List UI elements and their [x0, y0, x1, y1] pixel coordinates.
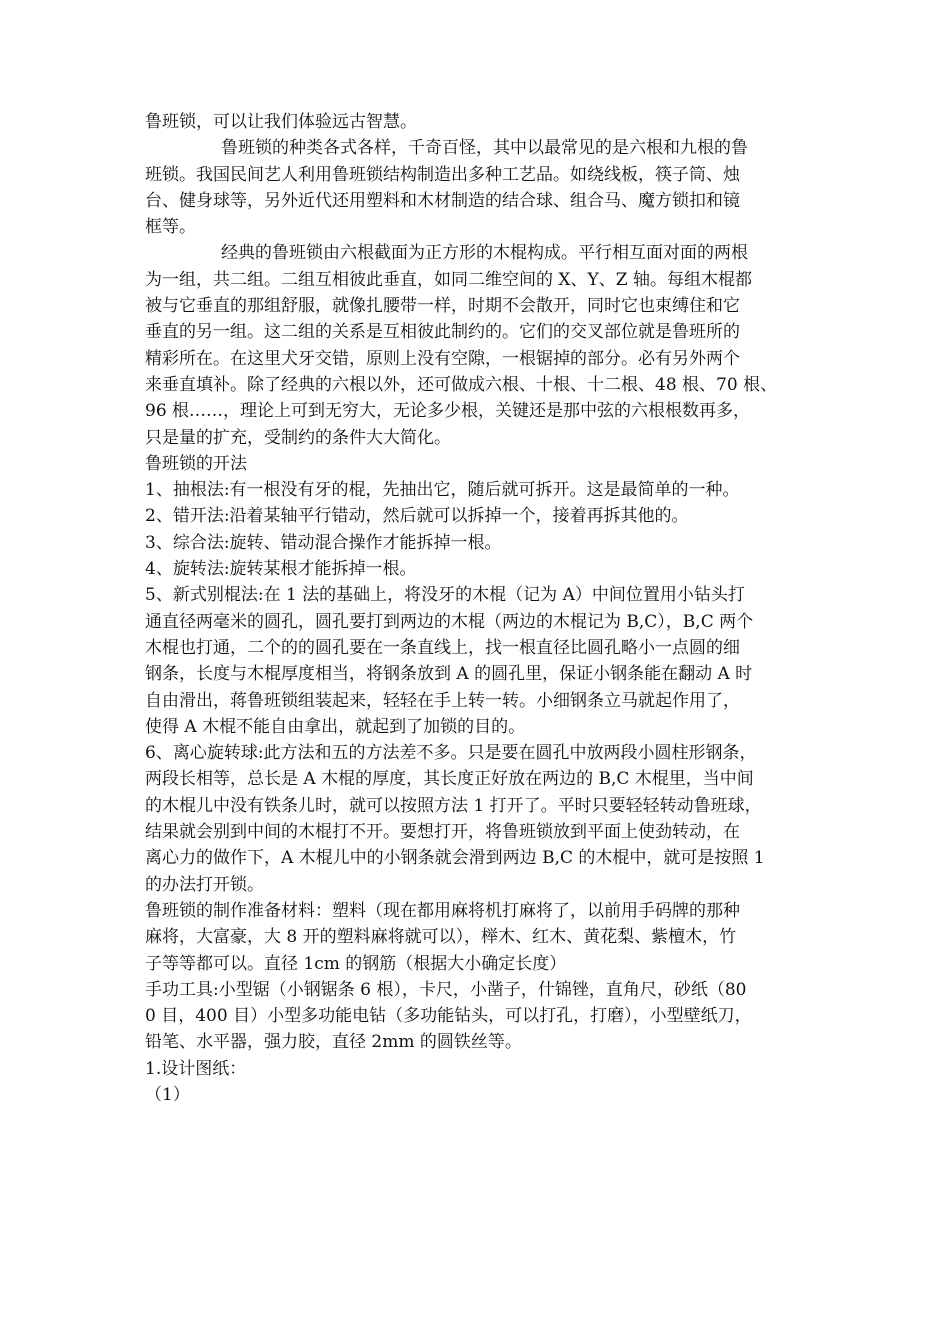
text-line: 1.设计图纸： — [145, 1058, 247, 1079]
text-line: 手功工具:小型锯（小钢锯条 6 根），卡尺，小凿子，什锦锉，直角尺，砂纸（80 — [145, 979, 747, 1000]
text-line: 鲁班锁的开法 — [145, 453, 247, 474]
document-page — [145, 109, 825, 1108]
text-line: 来垂直填补。除了经典的六根以外，还可做成六根、十根、十二根、48 根、70 根、 — [145, 374, 778, 395]
text-line: 6、离心旋转球:此方法和五的方法差不多。只是要在圆孔中放两段小圆柱形钢条， — [145, 743, 757, 764]
text-line: 为一组，共二组。二组互相彼此垂直，如同二维空间的 X、Y、Z 轴。每组木棍都 — [145, 269, 752, 290]
text-line: 自由滑出，蒋鲁班锁组装起来，轻轻在手上转一转。小细钢条立马就起作用了， — [145, 690, 740, 711]
text-line: 精彩所在。在这里犬牙交错，原则上没有空隙，一根锯掉的部分。必有另外两个 — [145, 348, 740, 369]
text-line: 0 目，400 目）小型多功能电钻（多功能钻头，可以打孔，打磨），小型壁纸刀， — [145, 1006, 752, 1027]
text-line: 麻将，大富豪，大 8 开的塑料麻将就可以），榉木、红木、黄花梨、紫檀木，竹 — [145, 927, 737, 948]
text-line: 班锁。我国民间艺人利用鲁班锁结构制造出多种工艺品。如绕线板，筷子筒、烛 — [145, 164, 740, 185]
text-line: 垂直的另一组。这二组的关系是互相彼此制约的。它们的交叉部位就是鲁班所的 — [145, 322, 740, 343]
text-line: 离心力的做作下，A 木棍儿中的小钢条就会滑到两边 B,C 的木棍中，就可是按照 1 — [145, 848, 765, 869]
text-line: 4、旋转法:旋转某根才能拆掉一根。 — [145, 559, 417, 580]
text-line: 只是量的扩充，受制约的条件大大简化。 — [145, 427, 451, 448]
text-line: 的办法打开锁。 — [145, 874, 264, 895]
text-line: 通直径两毫米的圆孔，圆孔要打到两边的木棍（两边的木棍记为 B,C），B,C 两个 — [145, 611, 754, 632]
text-line: 5、新式别棍法:在 1 法的基础上，将没牙的木棍（记为 A）中间位置用小钻头打 — [145, 585, 745, 606]
text-line: 钢条，长度与木棍厚度相当，将钢条放到 A 的圆孔里，保证小钢条能在翻动 A 时 — [145, 664, 753, 685]
text-line: 木棍也打通，二个的的圆孔要在一条直线上，找一根直径比圆孔略小一点圆的细 — [145, 637, 740, 658]
text-line: 结果就会别到中间的木棍打不开。要想打开，将鲁班锁放到平面上使劲转动，在 — [145, 822, 740, 843]
text-line: 96 根……，理论上可到无穷大，无论多少根，关键还是那中弦的六根根数再多， — [145, 401, 751, 422]
text-line: 2、错开法:沿着某轴平行错动，然后就可以拆掉一个，接着再拆其他的。 — [145, 506, 689, 527]
text-line: 的木棍儿中没有铁条儿时，就可以按照方法 1 打开了。平时只要轻轻转动鲁班球， — [145, 795, 762, 816]
text-line: 3、综合法:旋转、错动混合操作才能拆掉一根。 — [145, 532, 502, 553]
text-line: 鲁班锁的种类各式各样，千奇百怪，其中以最常见的是六根和九根的鲁 — [221, 138, 748, 159]
text-line: 被与它垂直的那组舒服，就像扎腰带一样，时期不会散开，同时它也束缚住和它 — [145, 296, 740, 317]
text-line: 经典的鲁班锁由六根截面为正方形的木棍构成。平行相互面对面的两根 — [221, 243, 748, 264]
text-line: 1、抽根法:有一根没有牙的棍，先抽出它，随后就可拆开。这是最简单的一种。 — [145, 480, 740, 501]
text-line: 台、健身球等，另外近代还用塑料和木材制造的结合球、组合马、魔方锁扣和镜 — [145, 190, 740, 211]
text-line: 铅笔、水平器，强力胶，直径 2mm 的圆铁丝等。 — [145, 1032, 522, 1053]
text-line: 框等。 — [145, 217, 196, 238]
text-line: 鲁班锁，可以让我们体验远古智慧。 — [145, 112, 417, 132]
text-line: （1） — [145, 1084, 190, 1105]
text-line: 两段长相等，总长是 A 木棍的厚度，其长度正好放在两边的 B,C 木棍里，当中间 — [145, 769, 754, 790]
text-line: 鲁班锁的制作准备材料：塑料（现在都用麻将机打麻将了，以前用手码牌的那种 — [145, 900, 740, 921]
text-line: 子等等都可以。直径 1cm 的钢筋（根据大小确定长度） — [145, 953, 567, 974]
text-line: 使得 A 木棍不能自由拿出，就起到了加锁的目的。 — [145, 716, 526, 737]
